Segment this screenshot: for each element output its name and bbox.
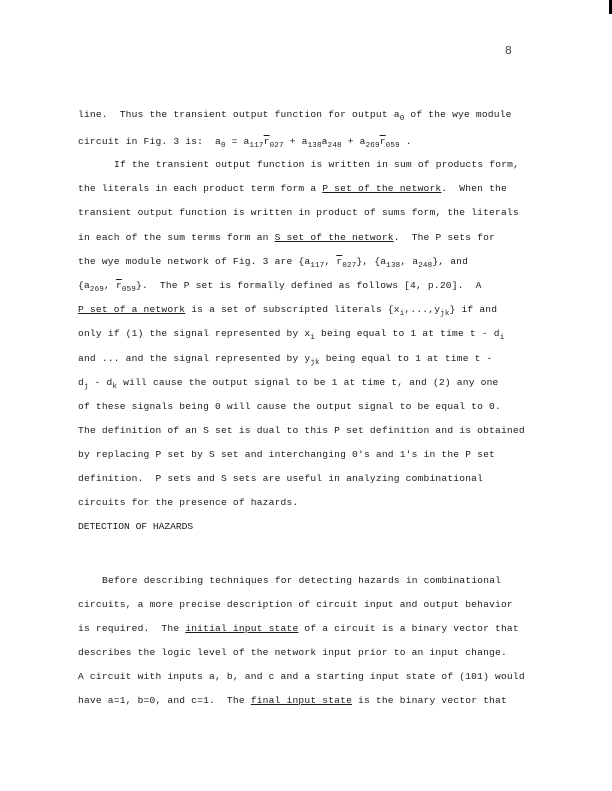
text-line: circuits, a more precise description of circuit input and output behavior — [78, 599, 513, 610]
section-heading: DETECTION OF HAZARDS — [78, 521, 194, 532]
initial-input-state-term: initial input state — [185, 623, 299, 634]
text-line: have a=1, b=0, and c=1. The final input state is the binary vector that — [78, 695, 507, 706]
text-line: and ... and the signal represented by $y_{jk}$ being equal to 1 at time t - — [78, 353, 493, 367]
text-line: If the transient output function is written in sum of products form, — [114, 159, 520, 170]
s-set-term: S set of the network — [274, 232, 394, 243]
text-line: {$a_{269}$, $\overline{r}_{059}$}. The P set is formally defined as follows [4, p.20]. A — [78, 280, 482, 294]
final-input-state-term: final input state — [250, 695, 353, 706]
text-line: definition. P sets and S sets are useful in analyzing combinational — [78, 473, 484, 484]
p-set-definition-term: P set of a network — [78, 304, 186, 315]
text-line: P set of a network is a set of subscripted literals $\{x_i,...,y_{jk}\}$ if and — [78, 304, 498, 318]
p-set-term: P set of the network — [322, 183, 442, 194]
text-line: of these signals being 0 will cause the output signal to be equal to 0. — [78, 401, 501, 412]
text-line: Before describing techniques for detecting hazards in combinational — [102, 575, 502, 586]
text-line: the wye module network of Fig. 3 are {$a_{117}$, $\overline{r}_{027}$}, {$a_{138}$, $a_{248}$}, and — [78, 256, 469, 270]
text-line: only if (1) the signal represented by $x_i$ being equal to 1 at time t - $d_i$ — [78, 328, 505, 342]
text-line: describes the logic level of the network input prior to an input change. — [78, 647, 507, 658]
text-line: A circuit with inputs a, b, and c and a starting input state of (101) would — [78, 671, 525, 682]
page-number: 8 — [504, 44, 512, 58]
equation-line: circuit in Fig. 3 is: $a_0 = a_{117}\overline{r}_{027} + a_{138}a_{248} + a_{269}\overline{r}_{059}$ . — [78, 136, 412, 150]
text-line: is required. The initial input state of a circuit is a binary vector that — [78, 623, 519, 634]
text-line: the literals in each product term form a P set of the network. When the — [78, 183, 507, 194]
text-line: transient output function is written in product of sums form, the literals — [78, 207, 519, 218]
text-line: circuits for the presence of hazards. — [78, 497, 299, 508]
text-line: $d_j - d_k$ will cause the output signal to be 1 at time t, and (2) any one — [78, 377, 499, 391]
text-line: in each of the sum terms form an S set of the network. The P sets for — [78, 232, 496, 243]
text-line: line. Thus the transient output function for output $a_0$ of the wye module — [78, 109, 512, 123]
text-line: The definition of an S set is dual to this P set definition and is obtained — [78, 425, 525, 436]
text-line: by replacing P set by S set and interchanging 0's and 1's in the P set — [78, 449, 496, 460]
